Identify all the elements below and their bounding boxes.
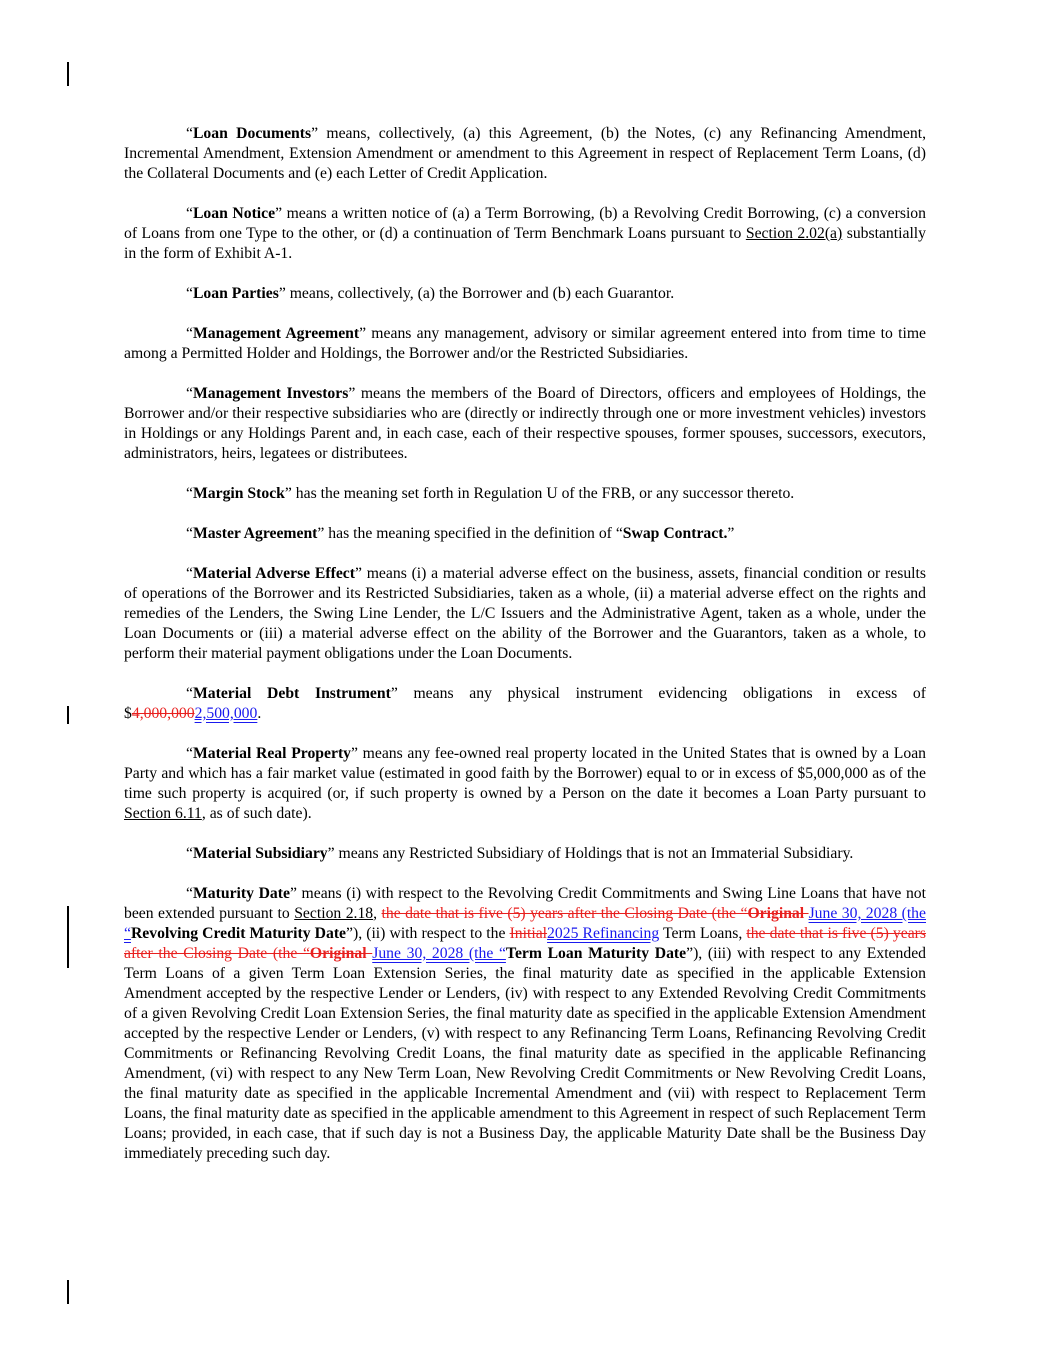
section-reference-link[interactable]: Section 2.18 <box>294 905 374 922</box>
defined-term: Revolving Credit Maturity Date <box>130 925 347 942</box>
tracked-deletion: Initial <box>509 925 548 942</box>
defined-term: Material Real Property <box>192 745 352 762</box>
defined-term: Loan Parties <box>192 285 279 302</box>
definition-loan-notice: “Loan Notice” means a written notice of (a) a Term Borrowing, (b) a Revolving Credit Borrowing, (c) a conversion of Loans from one Type to the other, or (d) a continuation of Term Benchmark Loans pursuant to Section 2.02(a) substantially in the form of Exhibit A-1. <box>124 205 927 262</box>
defined-term: Master Agreement <box>192 525 318 542</box>
change-bar-material-debt <box>67 706 69 724</box>
defined-term: Management Investors <box>192 385 349 402</box>
defined-term: Swap Contract. <box>622 525 728 542</box>
tracked-insertion: June 30, 2028 (the “ <box>372 945 506 962</box>
document-page <box>124 124 926 1184</box>
definition-margin-stock: “Margin Stock” has the meaning set forth in Regulation U of the FRB, or any successor thereto. <box>186 485 795 502</box>
tracked-deletion: Original <box>747 905 809 922</box>
tracked-insertion: 2,500,000 <box>194 705 258 722</box>
definition-material-adverse-effect: “Material Adverse Effect” means (i) a material adverse effect on the business, assets, financial condition or results of operations of the Borrower and its Restricted Subsidiaries, taken as a whole, (ii) a material adverse effect on the rights and remedies of the Lenders, the Swing Line Lender, the L/C Issuers and the Administrative Agent, taken as a whole, under the Loan Documents or (iii) a material adverse effect on the ability of the Borrower and the Guarantors, taken as a whole, to perform their material payment obligations under the Loan Documents. <box>124 565 927 662</box>
tracked-deletion: the date that is five (5) years after the Closing Date (the “ <box>124 925 927 962</box>
defined-term: Margin Stock <box>192 485 285 502</box>
definition-material-subsidiary: “Material Subsidiary” means any Restricted Subsidiary of Holdings that is not an Immaterial Subsidiary. <box>186 845 854 862</box>
tracked-deletion: Original <box>309 945 373 962</box>
change-bar-maturity-date <box>67 906 69 968</box>
tracked-deletion: 4,000,000 <box>131 705 195 722</box>
definition-material-real-property: “Material Real Property” means any fee-owned real property located in the United States that is owned by a Loan Party and which has a fair market value (estimated in good faith by the Borrower) equal to or in excess of $5,000,000 as of the time such property is acquired (or, if such property is owned by a Person on the date it becomes a Loan Party pursuant to Section 6.11, as of such date). <box>124 745 926 822</box>
definition-loan-documents: “Loan Documents” means, collectively, (a) this Agreement, (b) the Notes, (c) any Refinancing Amendment, Incremental Amendment, Extension Amendment or amendment to this Agreement in respect of Replacement Term Loans, (d) the Collateral Documents and (e) each Letter of Credit Application. <box>124 125 926 182</box>
defined-term: Term Loan Maturity Date <box>505 945 687 962</box>
change-bar-top <box>67 62 69 86</box>
defined-term: Management Agreement <box>192 325 360 342</box>
tracked-insertion: June 30, 2028 (the “ <box>124 905 926 942</box>
definition-loan-parties: “Loan Parties” means, collectively, (a) the Borrower and (b) each Guarantor. <box>186 285 675 302</box>
section-reference-link[interactable]: Section 6.11 <box>124 805 202 822</box>
definition-master-agreement: “Master Agreement” has the meaning specified in the definition of “Swap Contract.” <box>186 525 735 542</box>
defined-term: Material Subsidiary <box>192 845 328 862</box>
tracked-insertion: 2025 Refinancing <box>547 925 660 942</box>
change-bar-bottom <box>67 1280 69 1304</box>
defined-term: Loan Documents <box>192 125 312 142</box>
definition-management-investors: “Management Investors” means the members of the Board of Directors, officers and employees of Holdings, the Borrower and/or their respective subsidiaries who are (directly or indirectly through one or more investment vehicles) investors in Holdings or any Holdings Parent and, in each case, each of their respective spouses, former spouses, successors, executors, administrators, heirs, legatees or distributees. <box>124 385 926 462</box>
definition-maturity-date: “Maturity Date” means (i) with respect to the Revolving Credit Commitments and Swing Line Loans that have not been extended pursuant to Section 2.18, the date that is five (5) years after the Closing Date (the “Original June 30, 2028 (the “Revolving Credit Maturity Date”), (ii) with respect to the Initial2025 Refinancing Term Loans, the date that is five (5) years after the Closing Date (the “Original June 30, 2028 (the “Term Loan Maturity Date”), (iii) with respect to any Extended Term Loans of a given Term Loan Extension Series, the final maturity date as specified in the applicable Extension Amendment accepted by the respective Lender or Lenders, (iv) with respect to any Extended Revolving Credit Commitments of a given Revolving Credit Loan Extension Series, the final maturity date as specified in the applicable Extension Amendment accepted by the respective Lender or Lenders, (v) with respect to any Refinancing Term Loans, Refinancing Revolving Credit Commitments or Refinancing Revolving Credit Loans, the final maturity date as specified in the applicable Refinancing Amendment, (vi) with respect to any New Term Loan, New Revolving Credit Commitments or New Revolving Credit Loans, the final maturity date as specified in the applicable Incremental Amendment and (vii) with respect to Replacement Term Loans, the final maturity date as specified in the applicable amendment to this Agreement in respect of such Replacement Term Loans; provided, in each case, that if such day is not a Business Day, the applicable Maturity Date shall be the Business Day immediately preceding such day. <box>124 885 927 1162</box>
definition-material-debt-instrument: “Material Debt Instrument” means any physical instrument evidencing obligations in excess of $4,000,0002,500,000. <box>124 685 926 722</box>
section-reference-link[interactable]: Section 2.02(a) <box>745 225 843 242</box>
defined-term: Maturity Date <box>192 885 290 902</box>
defined-term: Material Adverse Effect <box>192 565 355 582</box>
defined-term: Material Debt Instrument <box>192 685 391 702</box>
tracked-deletion: the date that is five (5) years after the Closing Date (the “ <box>381 905 748 922</box>
definition-management-agreement: “Management Agreement” means any management, advisory or similar agreement entered into from time to time among a Permitted Holder and Holdings, the Borrower and/or the Restricted Subsidiaries. <box>124 325 926 362</box>
defined-term: Loan Notice <box>192 205 276 222</box>
